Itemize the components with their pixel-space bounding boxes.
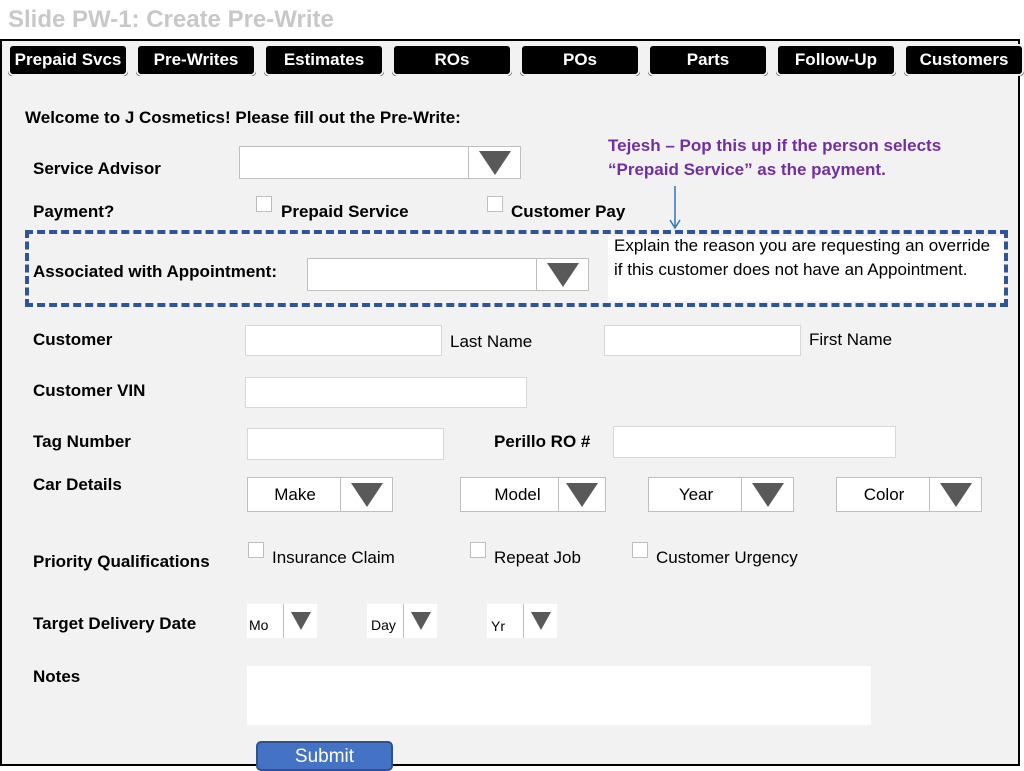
customer-urgency-label: Customer Urgency bbox=[656, 548, 798, 567]
perillo-ro-label: Perillo RO # bbox=[494, 432, 591, 451]
tab-label: Estimates bbox=[264, 44, 384, 76]
priority-qualifications-label: Priority Qualifications bbox=[33, 552, 210, 571]
slide-title: Slide PW-1: Create Pre-Write bbox=[8, 6, 334, 33]
chevron-down-icon bbox=[531, 612, 551, 630]
tag-number-input[interactable] bbox=[247, 428, 444, 460]
tab-pos[interactable] bbox=[520, 44, 640, 76]
car-color-value: Color bbox=[863, 484, 905, 504]
chevron-down-icon bbox=[291, 612, 311, 630]
car-year-value: Year bbox=[678, 484, 714, 504]
dropdown-button[interactable] bbox=[283, 604, 317, 638]
tab-label: Pre-Writes bbox=[136, 44, 256, 76]
tab-label: Prepaid Svcs bbox=[8, 44, 128, 76]
chevron-down-icon bbox=[940, 483, 972, 507]
dropdown-button[interactable] bbox=[523, 604, 557, 638]
submit-button[interactable]: Submit bbox=[256, 741, 393, 771]
dropdown-button[interactable] bbox=[340, 478, 392, 511]
customer-label: Customer bbox=[33, 330, 113, 349]
car-make-value: Make bbox=[274, 484, 316, 504]
dropdown-button[interactable] bbox=[929, 478, 981, 511]
vin-input[interactable] bbox=[245, 377, 527, 408]
perillo-ro-input[interactable] bbox=[613, 426, 896, 458]
tab-label: Follow-Up bbox=[776, 44, 896, 76]
delivery-year-value: Yr bbox=[491, 618, 505, 634]
appointment-dropdown[interactable] bbox=[307, 258, 589, 291]
dropdown-button[interactable] bbox=[741, 478, 793, 511]
target-delivery-date-label: Target Delivery Date bbox=[33, 614, 197, 633]
tab-follow-up[interactable] bbox=[776, 44, 896, 76]
last-name-label: Last Name bbox=[450, 332, 533, 351]
dropdown-button[interactable] bbox=[468, 147, 520, 178]
override-reason-text: Explain the reason you are requesting an override if this customer does not have an Appointment. bbox=[614, 236, 991, 279]
tab-ros[interactable] bbox=[392, 44, 512, 76]
notes-textarea[interactable] bbox=[247, 666, 871, 725]
customer-pay-checkbox[interactable] bbox=[487, 196, 503, 212]
car-model-value: Model bbox=[494, 484, 541, 504]
tab-label: POs bbox=[520, 44, 640, 76]
welcome-text: Welcome to J Cosmetics! Please fill out the Pre-Write: bbox=[25, 108, 461, 127]
repeat-job-label: Repeat Job bbox=[494, 548, 581, 567]
chevron-down-icon bbox=[351, 483, 383, 507]
prepaid-service-label: Prepaid Service bbox=[281, 202, 409, 221]
chevron-down-icon bbox=[752, 483, 784, 507]
tab-pre-writes[interactable] bbox=[136, 44, 256, 76]
customer-urgency-checkbox[interactable] bbox=[632, 542, 648, 558]
annotation-line-2: “Prepaid Service” as the payment. bbox=[608, 160, 886, 179]
first-name-label: First Name bbox=[809, 330, 893, 349]
tag-number-label: Tag Number bbox=[33, 432, 131, 451]
car-details-label: Car Details bbox=[33, 475, 122, 494]
car-make-dropdown[interactable] bbox=[247, 477, 393, 512]
dropdown-button[interactable] bbox=[536, 259, 588, 290]
delivery-day-dropdown[interactable] bbox=[367, 604, 437, 638]
car-model-dropdown[interactable] bbox=[460, 477, 606, 512]
delivery-month-value: Mo bbox=[249, 617, 269, 633]
annotation-note bbox=[608, 134, 953, 182]
tab-estimates[interactable] bbox=[264, 44, 384, 76]
chevron-down-icon bbox=[479, 151, 511, 175]
tab-parts[interactable] bbox=[648, 44, 768, 76]
prepaid-service-checkbox[interactable] bbox=[256, 196, 272, 212]
delivery-year-dropdown[interactable] bbox=[487, 604, 557, 638]
tab-label: Parts bbox=[648, 44, 768, 76]
tab-customers[interactable] bbox=[904, 44, 1024, 76]
annotation-arrow-icon bbox=[668, 186, 682, 232]
annotation-line-1: Tejesh – Pop this up if the person selects bbox=[608, 136, 942, 155]
dropdown-button[interactable] bbox=[558, 478, 605, 511]
car-color-dropdown[interactable] bbox=[836, 477, 982, 512]
appointment-label: Associated with Appointment: bbox=[33, 262, 277, 281]
insurance-claim-label: Insurance Claim bbox=[272, 548, 395, 567]
chevron-down-icon bbox=[566, 483, 598, 507]
service-advisor-dropdown[interactable] bbox=[239, 146, 521, 179]
payment-label: Payment? bbox=[33, 202, 115, 221]
dropdown-button[interactable] bbox=[403, 604, 437, 638]
tab-label: Customers bbox=[904, 44, 1024, 76]
notes-label: Notes bbox=[33, 667, 81, 686]
last-name-input[interactable] bbox=[245, 325, 442, 356]
delivery-month-dropdown[interactable] bbox=[247, 604, 317, 638]
insurance-claim-checkbox[interactable] bbox=[248, 542, 264, 558]
vin-label: Customer VIN bbox=[33, 381, 146, 400]
chevron-down-icon bbox=[547, 263, 579, 287]
chevron-down-icon bbox=[411, 612, 431, 630]
tab-prepaid-svcs[interactable] bbox=[8, 44, 128, 76]
car-year-dropdown[interactable] bbox=[648, 477, 794, 512]
customer-pay-label: Customer Pay bbox=[511, 202, 626, 221]
service-advisor-label: Service Advisor bbox=[33, 159, 161, 178]
repeat-job-checkbox[interactable] bbox=[470, 542, 486, 558]
delivery-day-value: Day bbox=[371, 617, 396, 633]
first-name-input[interactable] bbox=[604, 325, 801, 356]
tab-label: ROs bbox=[392, 44, 512, 76]
